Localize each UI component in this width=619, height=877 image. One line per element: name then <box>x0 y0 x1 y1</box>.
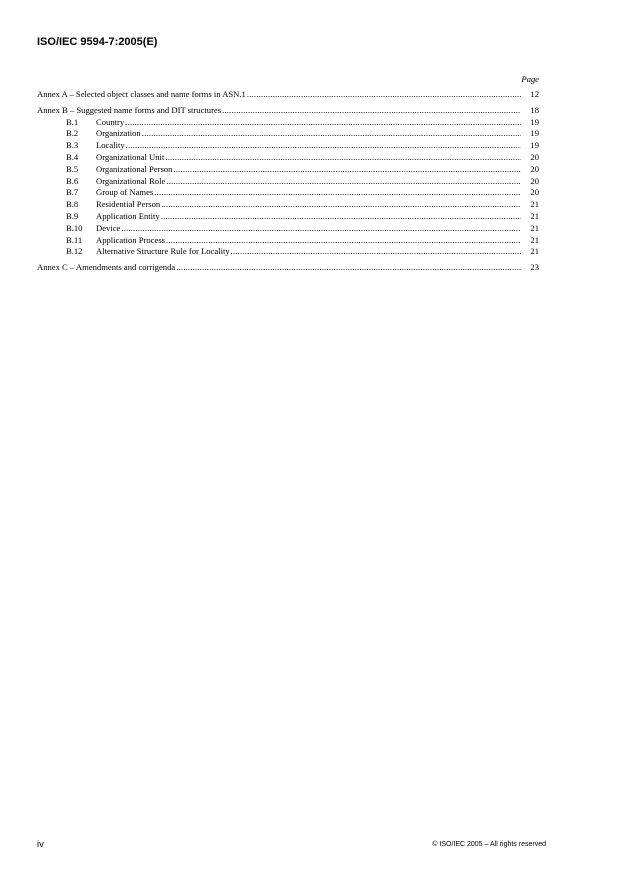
dot-leader <box>161 199 521 211</box>
toc-subentry-page: 21 <box>530 234 539 245</box>
toc-subentry-page: 21 <box>530 199 539 210</box>
toc-subentry-title: Group of Names <box>96 187 154 198</box>
toc-entry-title: Annex C – Amendments and corrigenda <box>37 262 176 273</box>
page-column-label: Page <box>521 74 539 84</box>
dot-leader <box>154 187 521 199</box>
toc-subentry-page: 21 <box>530 222 539 233</box>
toc-subentry-title: Residential Person <box>96 199 161 210</box>
toc-entry-annex-a[interactable] <box>37 89 539 101</box>
toc-subentry-b9[interactable] <box>37 211 539 223</box>
toc-entry-annex-c[interactable] <box>37 262 539 274</box>
toc-subentry-number: B.5 <box>66 163 79 174</box>
toc-subentry-b1[interactable] <box>37 117 539 129</box>
toc-subentry-page: 20 <box>530 163 539 174</box>
table-of-contents <box>37 73 539 274</box>
footer-page-number: iv <box>37 839 44 850</box>
toc-subentry-number: B.3 <box>66 140 79 151</box>
toc-subentry-b12[interactable] <box>37 246 539 258</box>
toc-subentry-title: Organizational Unit <box>96 151 165 162</box>
toc-subentry-b8[interactable] <box>37 199 539 211</box>
toc-subentry-number: B.8 <box>66 199 79 210</box>
toc-entry-page: 18 <box>530 104 539 115</box>
toc-subentry-title: Organizational Person <box>96 163 173 174</box>
toc-subentry-title: Alternative Structure Rule for Locality <box>96 246 230 257</box>
dot-leader <box>125 117 521 129</box>
toc-subentry-number: B.11 <box>66 234 83 245</box>
dot-leader <box>142 128 521 140</box>
toc-subentry-title: Application Entity <box>96 210 160 221</box>
toc-subentry-b11[interactable] <box>37 235 539 247</box>
toc-subentry-page: 19 <box>530 128 539 139</box>
toc-subentry-b10[interactable] <box>37 223 539 235</box>
toc-subentry-number: B.12 <box>66 246 83 257</box>
toc-subentry-b4[interactable] <box>37 152 539 164</box>
dot-leader <box>247 89 521 101</box>
toc-subentry-number: B.9 <box>66 210 79 221</box>
toc-subentry-page: 21 <box>530 246 539 257</box>
toc-entry-page: 23 <box>530 262 539 273</box>
toc-subentry-title: Application Process <box>96 234 165 245</box>
toc-subentry-number: B.2 <box>66 128 79 139</box>
toc-subentry-b7[interactable] <box>37 187 539 199</box>
toc-subentry-number: B.6 <box>66 175 79 186</box>
toc-subentry-page: 20 <box>530 187 539 198</box>
toc-subentry-page: 19 <box>530 140 539 151</box>
toc-entry-page: 12 <box>530 89 539 99</box>
toc-entry-title: Annex A – Selected object classes and name forms in ASN.1 <box>37 89 246 99</box>
dot-leader <box>173 164 521 176</box>
footer-copyright: © ISO/IEC 2005 – All rights reserved <box>432 841 546 848</box>
toc-subentry-page: 19 <box>530 116 539 127</box>
toc-subentry-b6[interactable] <box>37 176 539 188</box>
toc-entry-title: Annex B – Suggested name forms and DIT structures <box>37 104 222 115</box>
toc-subentry-number: B.4 <box>66 151 79 162</box>
toc-subentry-number: B.1 <box>66 116 79 127</box>
toc-subentry-title: Organization <box>96 128 141 139</box>
toc-subentry-title: Locality <box>96 140 125 151</box>
toc-subentry-title: Organizational Role <box>96 175 166 186</box>
dot-leader <box>176 262 521 274</box>
dot-leader <box>121 223 521 235</box>
dot-leader <box>165 152 521 164</box>
toc-subentry-b3[interactable] <box>37 140 539 152</box>
toc-subentry-title: Device <box>96 222 121 233</box>
toc-subentry-number: B.10 <box>66 222 83 233</box>
dot-leader <box>166 235 521 247</box>
toc-subentry-number: B.7 <box>66 187 79 198</box>
dot-leader <box>126 140 521 152</box>
toc-subentry-b5[interactable] <box>37 164 539 176</box>
document-header: ISO/IEC 9594-7:2005(E) <box>37 36 158 48</box>
toc-subentry-b2[interactable] <box>37 128 539 140</box>
dot-leader <box>222 105 521 117</box>
toc-subentry-page: 21 <box>530 210 539 221</box>
toc-subentry-page: 20 <box>530 175 539 186</box>
toc-subentry-title: Country <box>96 116 125 127</box>
dot-leader <box>161 211 521 223</box>
toc-subentry-page: 20 <box>530 151 539 162</box>
dot-leader <box>231 246 521 258</box>
toc-entry-annex-b[interactable] <box>37 105 539 117</box>
dot-leader <box>166 176 521 188</box>
